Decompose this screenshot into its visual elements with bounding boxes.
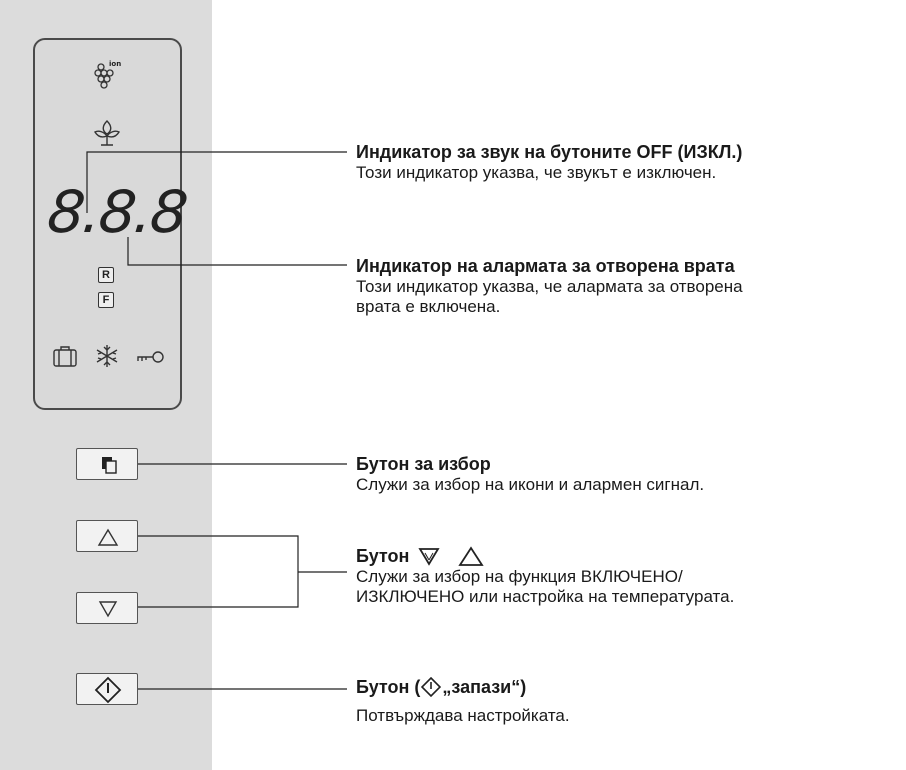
select-button-title: Бутон за избор [356, 454, 491, 474]
svg-text:ion: ion [109, 60, 122, 68]
door-alarm-desc-line2: врата е включена. [356, 297, 501, 316]
temperature-digits: 8.8.8 [44, 178, 190, 246]
triangle-down-icon [417, 545, 441, 567]
badge-r: R [98, 267, 114, 283]
door-alarm-desc-line1: Този индикатор указва, че алармата за отворена [356, 277, 743, 296]
save-title-prefix: Бутон ( [356, 677, 421, 697]
callout-door-alarm [356, 255, 743, 317]
sound-indicator-title: Индикатор за звук на бутоните OFF (ИЗКЛ.) [356, 142, 743, 162]
updown-desc-line1: Служи за избор на функция ВКЛЮЧЕНО/ [356, 567, 683, 586]
callout-save-button [356, 676, 570, 726]
callout-sound-indicator [356, 141, 742, 183]
updown-desc-line2: ИЗКЛЮЧЕНО или настройка на температурата. [356, 587, 735, 606]
sound-indicator-desc: Този индикатор указва, че звукът е изключен. [356, 163, 717, 182]
callout-select-button [356, 453, 704, 495]
triangle-up-icon [457, 545, 485, 567]
updown-title: Бутон [356, 546, 410, 566]
save-button-desc: Потвърждава настройката. [356, 706, 570, 725]
badge-f: F [98, 292, 114, 308]
door-alarm-title: Индикатор на алармата за отворена врата [356, 256, 735, 276]
callout-updown-buttons [356, 545, 734, 607]
save-diamond-icon [421, 677, 441, 697]
select-button-desc: Служи за избор на икони и алармен сигнал. [356, 475, 705, 494]
save-title-text: „запази“) [442, 677, 527, 697]
